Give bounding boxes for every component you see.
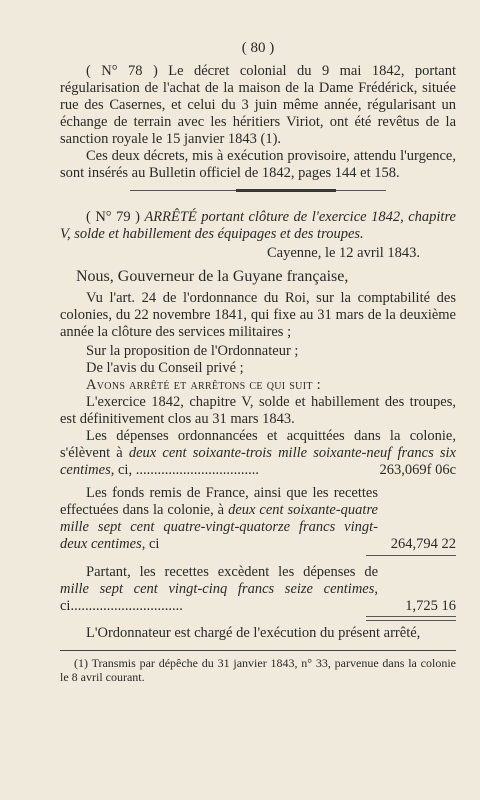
avis-clause: De l'avis du Conseil privé ;: [86, 360, 244, 376]
governor-heading: Nous, Gouverneur de la Guyane française,: [76, 268, 349, 285]
decree-78-paragraph: ( N° 78 ) Le décret colonial du 9 mai 1842, portant régularisation de l'achat de la maison de la Dame Frédérick, située rue des Casernes, et celui du 3 juin même année, régularisant un échange de terrain avec les héritiers Viriot, ont été revêtus de la sanction royale le 15 janvier 1843 (1).: [60, 63, 456, 147]
avons-arrete-clause: Avons arrêté et arrêtons ce qui suit :: [86, 377, 321, 393]
arrete-79-title: [60, 209, 456, 243]
depenses-amount: 263,069f 06c: [379, 462, 456, 478]
vu-clause: Vu l'art. 24 de l'ordonnance du Roi, sur la comptabilité des colonies, du 22 novembre 1841, qui fixe au 31 mars de la deuxième année la clôture des services militaires ;: [60, 290, 456, 340]
partant-row: [60, 564, 456, 615]
arrete-date: Cayenne, le 12 avril 1843.: [266, 245, 420, 261]
footnote: (1) Transmis par dépêche du 31 janvier 1843, n° 33, parvenue dans la colonie le 8 avril courant.: [60, 656, 456, 684]
footnote-separator: [60, 650, 456, 651]
exercice-clause: L'exercice 1842, chapitre V, solde et habillement des troupes, est définitivement clos au 31 mars 1843.: [60, 394, 456, 427]
sur-clause: Sur la proposition de l'Ordonnateur ;: [86, 343, 299, 359]
page-number: ( 80 ): [241, 40, 275, 56]
subtotal-rule: [366, 555, 456, 556]
fonds-row: [60, 485, 456, 553]
arrete-title-text: ARRÊTÉ portant clôture de l'exercice 1842, chapitre V, solde et habillement des équipages et des troupes.: [60, 209, 456, 242]
partant-clause: Partant, les recettes excèdent les dépenses de mille sept cent vingt-cinq francs seize centimes, ci...............................: [60, 564, 378, 614]
decree-78-insertion-note: Ces deux décrets, mis à exécution provisoire, attendu l'urgence, sont insérés au Bulletin officiel de 1842, pages 144 et 158.: [60, 148, 456, 181]
ordonnateur-clause: L'Ordonnateur est chargé de l'exécution du présent arrêté,: [86, 625, 421, 641]
fonds-amount: 264,794 22: [390, 536, 456, 552]
fonds-clause: Les fonds remis de France, ainsi que les recettes effectuées dans la colonie, à deux cent soixante-quatre mille sept cent quatre-vingt-quatorze francs vingt-deux centimes, ci: [60, 485, 378, 552]
partant-amount: 1,725 16: [405, 598, 456, 614]
arrete-number: ( N° 79 ): [86, 209, 140, 225]
section-separator: [60, 187, 456, 195]
depenses-clause: Les dépenses ordonnancées et acquittées dans la colonie, s'élèvent à deux cent soixante-trois mille soixante-neuf francs six centimes, ci, .................................. 263,069f 06c: [60, 428, 456, 478]
total-double-rule: [366, 616, 456, 621]
